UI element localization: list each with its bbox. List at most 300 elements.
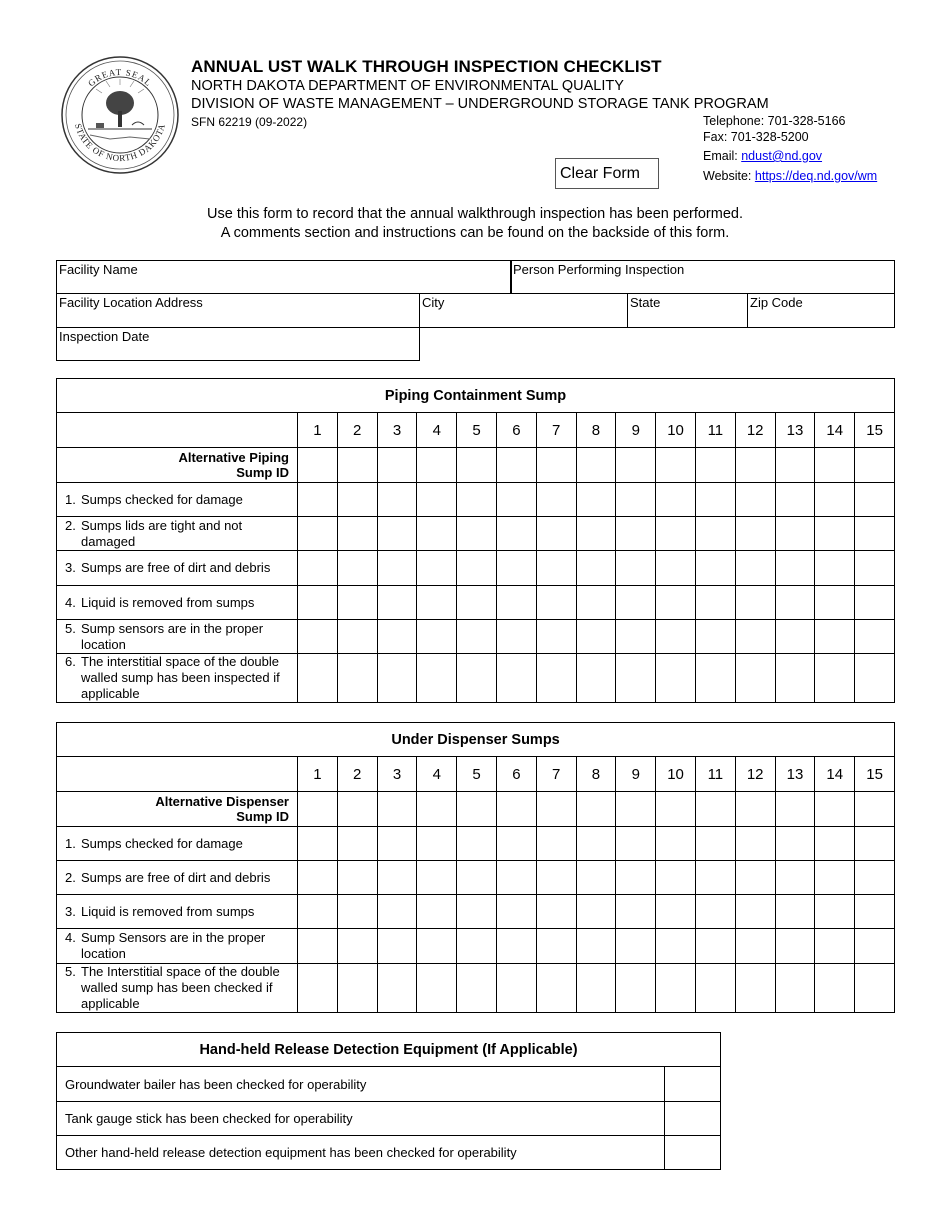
check-cell[interactable]	[417, 827, 457, 861]
alt-id-input-cell[interactable]	[855, 448, 895, 483]
item-number: 1.	[65, 491, 76, 507]
column-header: 7	[536, 413, 576, 448]
check-cell[interactable]	[695, 929, 735, 964]
check-cell[interactable]	[616, 551, 656, 586]
check-cell[interactable]	[298, 517, 338, 551]
state-seal-logo	[60, 55, 180, 175]
check-cell[interactable]	[616, 929, 656, 964]
city-field[interactable]	[419, 293, 628, 328]
check-cell[interactable]	[377, 620, 417, 654]
check-cell[interactable]	[337, 929, 377, 964]
check-cell[interactable]	[695, 827, 735, 861]
check-cell[interactable]	[815, 654, 855, 703]
check-cell[interactable]	[815, 929, 855, 964]
check-cell[interactable]	[775, 483, 815, 517]
check-cell[interactable]	[775, 861, 815, 895]
check-cell[interactable]	[298, 964, 338, 1013]
check-cell[interactable]	[298, 861, 338, 895]
clear-form-button[interactable]: Clear Form	[555, 158, 659, 189]
column-header: 13	[775, 413, 815, 448]
check-cell[interactable]	[536, 483, 576, 517]
handheld-item: Groundwater bailer has been checked for operability	[57, 1067, 665, 1102]
check-cell[interactable]	[417, 586, 457, 620]
email-link[interactable]: ndust@nd.gov	[741, 149, 823, 163]
item-text: Sumps lids are tight and not damaged	[81, 517, 243, 549]
checklist-item-label	[57, 654, 298, 703]
check-cell[interactable]	[337, 895, 377, 929]
check-cell[interactable]	[855, 827, 895, 861]
check-cell[interactable]	[337, 586, 377, 620]
check-cell[interactable]	[735, 827, 775, 861]
checklist-item-label	[57, 861, 298, 895]
alt-id-input-cell[interactable]	[298, 448, 338, 483]
item-number: 1.	[65, 835, 76, 851]
alt-id-input-cell[interactable]	[298, 792, 338, 827]
check-cell[interactable]	[616, 964, 656, 1013]
check-cell[interactable]	[496, 654, 536, 703]
check-cell[interactable]	[576, 620, 616, 654]
check-cell[interactable]	[417, 551, 457, 586]
check-cell[interactable]	[337, 620, 377, 654]
column-header: 7	[536, 757, 576, 792]
item-text: Sumps are free of dirt and debris	[81, 560, 271, 575]
check-cell[interactable]	[337, 517, 377, 551]
check-cell[interactable]	[457, 964, 497, 1013]
column-header: 4	[417, 413, 457, 448]
column-header: 11	[695, 757, 735, 792]
check-cell[interactable]	[775, 929, 815, 964]
check-cell[interactable]	[735, 654, 775, 703]
table-row	[57, 483, 895, 517]
check-cell[interactable]	[576, 827, 616, 861]
alt-id-input-cell[interactable]	[377, 792, 417, 827]
alt-id-input-cell[interactable]	[616, 792, 656, 827]
check-cell[interactable]	[775, 827, 815, 861]
form-title: ANNUAL UST WALK THROUGH INSPECTION CHECKLIST	[191, 57, 662, 76]
item-number: 2.	[65, 517, 76, 533]
check-cell[interactable]	[457, 929, 497, 964]
check-cell[interactable]	[656, 586, 696, 620]
column-header: 13	[775, 757, 815, 792]
check-cell[interactable]	[616, 483, 656, 517]
check-cell[interactable]	[695, 586, 735, 620]
check-cell[interactable]	[417, 929, 457, 964]
check-cell[interactable]	[457, 586, 497, 620]
check-cell[interactable]	[735, 620, 775, 654]
check-cell[interactable]	[815, 964, 855, 1013]
column-header: 1	[298, 413, 338, 448]
alt-id-input-cell[interactable]	[775, 792, 815, 827]
check-cell[interactable]	[576, 929, 616, 964]
check-cell[interactable]	[855, 586, 895, 620]
table-row	[57, 895, 895, 929]
inspection-date-field[interactable]	[56, 327, 420, 361]
check-cell[interactable]	[337, 483, 377, 517]
inspection-date-label: Inspection Date	[59, 329, 150, 344]
check-cell[interactable]	[616, 517, 656, 551]
check-cell[interactable]	[337, 827, 377, 861]
check-cell[interactable]	[656, 654, 696, 703]
item-number: 4.	[65, 594, 76, 610]
alt-id-input-cell[interactable]	[576, 448, 616, 483]
intro-line-2: A comments section and instructions can be found on the backside of this form.	[220, 225, 730, 241]
check-cell[interactable]	[536, 895, 576, 929]
address-field[interactable]	[56, 293, 420, 328]
check-cell[interactable]	[815, 483, 855, 517]
check-cell[interactable]	[496, 620, 536, 654]
check-cell[interactable]	[735, 964, 775, 1013]
dispenser-table-title: Under Dispenser Sumps	[57, 723, 895, 757]
dispenser-alt-id-label: Alternative Dispenser Sump ID	[57, 792, 298, 827]
table-row	[57, 964, 895, 1013]
item-text: Liquid is removed from sumps	[81, 903, 255, 919]
facility-name-field[interactable]	[56, 260, 512, 294]
check-cell[interactable]	[298, 483, 338, 517]
check-cell[interactable]	[377, 861, 417, 895]
check-cell[interactable]	[457, 517, 497, 551]
check-cell[interactable]	[457, 483, 497, 517]
checklist-item-label	[57, 483, 298, 517]
check-cell[interactable]	[536, 620, 576, 654]
check-cell[interactable]	[377, 929, 417, 964]
check-cell[interactable]	[298, 586, 338, 620]
check-cell[interactable]	[337, 551, 377, 586]
check-cell[interactable]	[656, 929, 696, 964]
email-label: Email:	[703, 149, 738, 163]
zip-field[interactable]	[747, 293, 895, 328]
check-cell[interactable]	[815, 620, 855, 654]
alt-id-input-cell[interactable]	[576, 792, 616, 827]
check-cell[interactable]	[775, 964, 815, 1013]
table-row	[57, 517, 895, 551]
check-cell[interactable]	[496, 586, 536, 620]
alt-id-input-cell[interactable]	[337, 448, 377, 483]
check-cell[interactable]	[656, 517, 696, 551]
alt-id-input-cell[interactable]	[417, 792, 457, 827]
check-cell[interactable]	[735, 517, 775, 551]
alt-id-input-cell[interactable]	[695, 792, 735, 827]
table-row	[57, 827, 895, 861]
alt-id-input-cell[interactable]	[855, 792, 895, 827]
column-header: 11	[695, 413, 735, 448]
checklist-item-label	[57, 620, 298, 654]
check-cell[interactable]	[536, 654, 576, 703]
check-cell[interactable]	[695, 895, 735, 929]
column-header: 8	[576, 413, 616, 448]
dispenser-sump-table	[56, 722, 895, 1013]
check-cell[interactable]	[656, 895, 696, 929]
check-cell[interactable]	[616, 861, 656, 895]
check-cell[interactable]	[417, 517, 457, 551]
check-cell[interactable]	[298, 654, 338, 703]
alt-id-input-cell[interactable]	[695, 448, 735, 483]
check-cell[interactable]	[815, 895, 855, 929]
column-header: 14	[815, 757, 855, 792]
handheld-item: Other hand-held release detection equipment has been checked for operability	[57, 1136, 665, 1170]
check-cell[interactable]	[417, 483, 457, 517]
check-cell[interactable]	[457, 620, 497, 654]
check-cell[interactable]	[377, 827, 417, 861]
website-line	[703, 169, 877, 183]
check-cell[interactable]	[735, 929, 775, 964]
column-header: 15	[855, 413, 895, 448]
table-row	[57, 586, 895, 620]
check-cell[interactable]	[576, 964, 616, 1013]
checklist-item-label	[57, 827, 298, 861]
check-cell[interactable]	[536, 586, 576, 620]
check-cell[interactable]	[298, 895, 338, 929]
handheld-table	[56, 1032, 721, 1170]
alt-id-input-cell[interactable]	[656, 448, 696, 483]
svg-text:GREAT SEAL: GREAT SEAL	[86, 66, 154, 89]
check-cell[interactable]	[417, 654, 457, 703]
check-cell[interactable]	[855, 861, 895, 895]
check-cell[interactable]	[576, 861, 616, 895]
state-label: State	[630, 295, 661, 310]
check-cell[interactable]	[656, 964, 696, 1013]
department-name: NORTH DAKOTA DEPARTMENT OF ENVIRONMENTAL QUALITY	[191, 78, 624, 94]
check-cell[interactable]	[775, 517, 815, 551]
alt-id-input-cell[interactable]	[815, 792, 855, 827]
check-cell[interactable]	[815, 551, 855, 586]
address-label: Facility Location Address	[59, 295, 203, 310]
svg-text:STATE OF NORTH DAKOTA: STATE OF NORTH DAKOTA	[72, 122, 168, 164]
check-cell[interactable]	[656, 483, 696, 517]
check-cell[interactable]	[695, 551, 735, 586]
check-cell[interactable]	[377, 586, 417, 620]
check-cell[interactable]	[457, 654, 497, 703]
check-cell[interactable]	[576, 654, 616, 703]
alt-id-input-cell[interactable]	[656, 792, 696, 827]
state-field[interactable]	[627, 293, 748, 328]
checklist-item-label	[57, 517, 298, 551]
check-cell[interactable]	[656, 827, 696, 861]
item-text: The Interstitial space of the double walled sump has been checked if applicable	[81, 964, 280, 1011]
alt-id-input-cell[interactable]	[496, 448, 536, 483]
check-cell[interactable]	[855, 551, 895, 586]
check-cell[interactable]	[735, 483, 775, 517]
check-cell[interactable]	[496, 483, 536, 517]
alt-id-input-cell[interactable]	[536, 792, 576, 827]
check-cell[interactable]	[735, 551, 775, 586]
alt-id-input-cell[interactable]	[815, 448, 855, 483]
alt-id-input-cell[interactable]	[735, 448, 775, 483]
blank-header-cell	[57, 757, 298, 792]
checklist-item-label	[57, 964, 298, 1013]
check-cell[interactable]	[855, 620, 895, 654]
website-link[interactable]: https://deq.nd.gov/wm	[754, 169, 878, 183]
check-cell[interactable]	[775, 586, 815, 620]
check-cell[interactable]	[775, 654, 815, 703]
check-cell[interactable]	[457, 827, 497, 861]
check-cell[interactable]	[496, 517, 536, 551]
check-cell[interactable]	[536, 929, 576, 964]
piping-alt-id-label: Alternative Piping Sump ID	[57, 448, 298, 483]
column-header: 1	[298, 757, 338, 792]
check-cell[interactable]	[298, 827, 338, 861]
telephone: Telephone: 701-328-5166	[703, 114, 846, 128]
column-header: 9	[616, 757, 656, 792]
check-cell[interactable]	[457, 861, 497, 895]
check-cell[interactable]	[377, 964, 417, 1013]
alt-id-input-cell[interactable]	[775, 448, 815, 483]
check-cell[interactable]	[855, 483, 895, 517]
check-cell[interactable]	[457, 895, 497, 929]
check-cell[interactable]	[815, 827, 855, 861]
check-cell[interactable]	[417, 964, 457, 1013]
intro-line-1: Use this form to record that the annual walkthrough inspection has been performed.	[207, 206, 743, 222]
item-text: The interstitial space of the double walled sump has been inspected if applicable	[81, 654, 280, 701]
handheld-table-title: Hand-held Release Detection Equipment (If Applicable)	[57, 1033, 721, 1067]
item-text: Liquid is removed from sumps	[81, 594, 255, 610]
check-cell[interactable]	[496, 827, 536, 861]
zip-label: Zip Code	[750, 295, 803, 310]
check-cell[interactable]	[695, 964, 735, 1013]
check-cell[interactable]	[496, 964, 536, 1013]
check-cell[interactable]	[616, 895, 656, 929]
check-cell[interactable]	[496, 551, 536, 586]
fax: Fax: 701-328-5200	[703, 130, 809, 144]
column-header: 15	[855, 757, 895, 792]
check-cell[interactable]	[298, 620, 338, 654]
check-cell[interactable]	[656, 551, 696, 586]
check-cell[interactable]	[656, 861, 696, 895]
check-cell[interactable]	[377, 895, 417, 929]
check-cell[interactable]	[616, 586, 656, 620]
check-cell[interactable]	[855, 895, 895, 929]
piping-table-title: Piping Containment Sump	[57, 379, 895, 413]
inspector-field[interactable]	[510, 260, 895, 294]
check-cell[interactable]	[298, 551, 338, 586]
email-line	[703, 149, 822, 163]
check-cell[interactable]	[298, 929, 338, 964]
column-header: 12	[735, 757, 775, 792]
check-cell[interactable]	[337, 861, 377, 895]
check-cell[interactable]	[536, 964, 576, 1013]
check-cell[interactable]	[576, 586, 616, 620]
item-text: Sump Sensors are in the proper location	[81, 930, 266, 961]
alt-id-input-cell[interactable]	[496, 792, 536, 827]
check-cell[interactable]	[616, 654, 656, 703]
alt-id-input-cell[interactable]	[377, 448, 417, 483]
check-cell[interactable]	[576, 483, 616, 517]
table-row	[57, 551, 895, 586]
check-cell[interactable]	[496, 861, 536, 895]
check-cell[interactable]	[656, 620, 696, 654]
item-text: Sump sensors are in the proper location	[81, 620, 264, 652]
check-cell[interactable]	[377, 483, 417, 517]
check-cell[interactable]	[775, 895, 815, 929]
check-cell[interactable]	[775, 551, 815, 586]
checklist-item-label	[57, 551, 298, 586]
check-cell[interactable]	[695, 861, 735, 895]
check-cell[interactable]	[616, 827, 656, 861]
check-cell[interactable]	[536, 861, 576, 895]
website-label: Website:	[703, 169, 752, 183]
item-text: Sumps checked for damage	[81, 835, 243, 851]
check-cell[interactable]	[735, 586, 775, 620]
check-cell[interactable]	[377, 517, 417, 551]
check-cell[interactable]	[815, 517, 855, 551]
check-cell[interactable]	[775, 620, 815, 654]
division-name: DIVISION OF WASTE MANAGEMENT – UNDERGROUND STORAGE TANK PROGRAM	[191, 96, 769, 112]
check-cell[interactable]	[536, 517, 576, 551]
check-cell[interactable]	[536, 551, 576, 586]
check-cell[interactable]	[735, 895, 775, 929]
item-number: 3.	[65, 903, 76, 919]
check-cell[interactable]	[377, 654, 417, 703]
check-cell[interactable]	[417, 895, 457, 929]
check-cell[interactable]	[695, 620, 735, 654]
alt-id-input-cell[interactable]	[536, 448, 576, 483]
check-cell[interactable]	[695, 654, 735, 703]
check-cell[interactable]	[855, 929, 895, 964]
check-cell[interactable]	[735, 861, 775, 895]
item-number: 5.	[65, 620, 76, 636]
check-cell[interactable]	[855, 517, 895, 551]
column-header: 14	[815, 413, 855, 448]
check-cell[interactable]	[576, 551, 616, 586]
table-row	[57, 929, 895, 964]
item-number: 3.	[65, 560, 76, 575]
item-number: 2.	[65, 869, 76, 885]
inspector-label: Person Performing Inspection	[513, 262, 685, 277]
item-text: Sumps checked for damage	[81, 491, 243, 507]
check-cell[interactable]	[337, 654, 377, 703]
check-cell[interactable]	[695, 517, 735, 551]
alt-id-input-cell[interactable]	[735, 792, 775, 827]
alt-id-input-cell[interactable]	[457, 792, 497, 827]
check-cell[interactable]	[616, 620, 656, 654]
check-cell[interactable]	[337, 964, 377, 1013]
table-row	[57, 861, 895, 895]
handheld-check-cell[interactable]	[665, 1067, 721, 1102]
alt-id-input-cell[interactable]	[457, 448, 497, 483]
facility-name-label: Facility Name	[59, 262, 138, 277]
column-header: 10	[656, 413, 696, 448]
check-cell[interactable]	[576, 517, 616, 551]
check-cell[interactable]	[496, 895, 536, 929]
city-label: City	[422, 295, 445, 310]
check-cell[interactable]	[576, 895, 616, 929]
check-cell[interactable]	[536, 827, 576, 861]
column-header: 10	[656, 757, 696, 792]
column-header: 5	[457, 413, 497, 448]
check-cell[interactable]	[855, 964, 895, 1013]
check-cell[interactable]	[815, 861, 855, 895]
check-cell[interactable]	[815, 586, 855, 620]
check-cell[interactable]	[496, 929, 536, 964]
column-header: 4	[417, 757, 457, 792]
handheld-check-cell[interactable]	[665, 1136, 721, 1170]
alt-id-input-cell[interactable]	[417, 448, 457, 483]
check-cell[interactable]	[377, 551, 417, 586]
check-cell[interactable]	[457, 551, 497, 586]
check-cell[interactable]	[695, 483, 735, 517]
column-header: 8	[576, 757, 616, 792]
column-header: 6	[496, 413, 536, 448]
table-row	[57, 654, 895, 703]
check-cell[interactable]	[417, 620, 457, 654]
check-cell[interactable]	[855, 654, 895, 703]
handheld-check-cell[interactable]	[665, 1102, 721, 1136]
alt-id-input-cell[interactable]	[337, 792, 377, 827]
column-header: 5	[457, 757, 497, 792]
check-cell[interactable]	[417, 861, 457, 895]
alt-id-input-cell[interactable]	[616, 448, 656, 483]
item-number: 5.	[65, 964, 76, 979]
table-row	[57, 620, 895, 654]
